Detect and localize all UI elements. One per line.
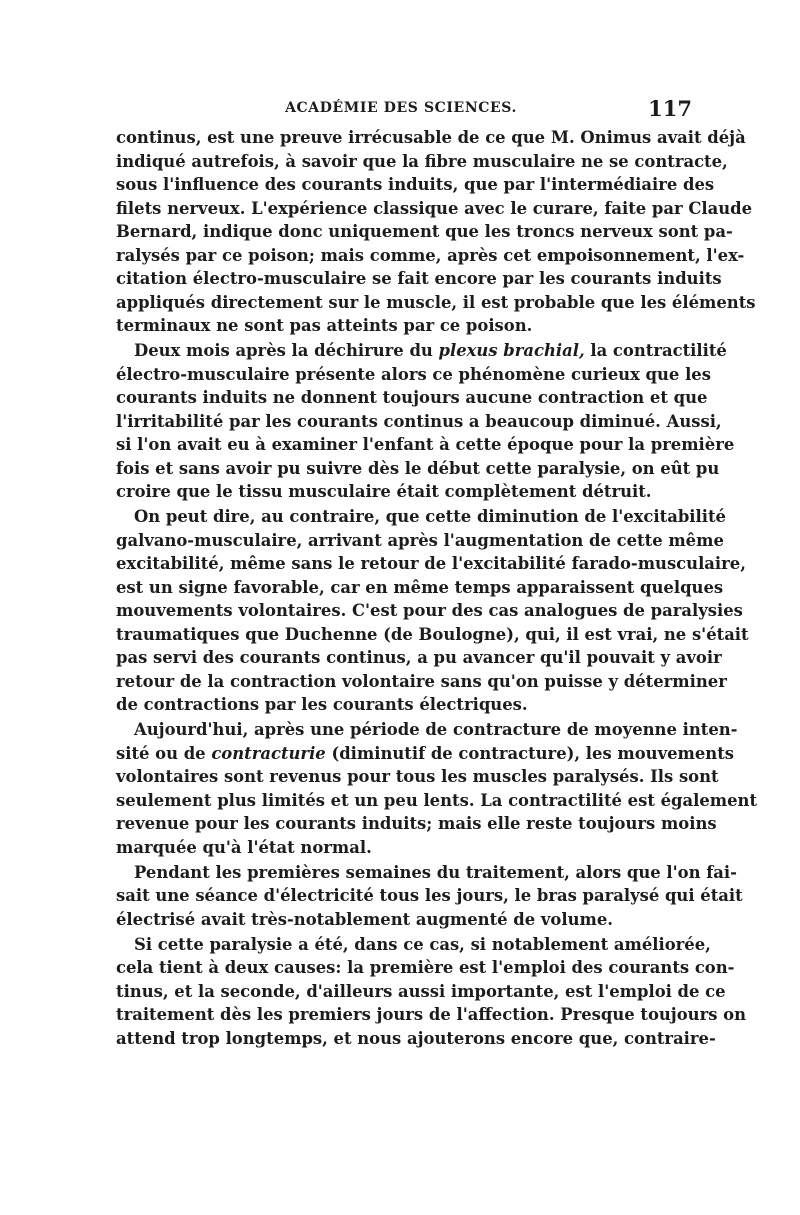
text-line: fois et sans avoir pu suivre dès le début cette paralysie, on eût pu	[116, 458, 720, 478]
running-head	[116, 96, 692, 126]
running-title: ACADÉMIE DES SCIENCES.	[285, 100, 517, 116]
text-line: de contractions par les courants électriques.	[116, 695, 528, 715]
text-line: marquée qu'à l'état normal.	[116, 837, 372, 857]
text-line: volontaires sont revenus pour tous les muscles paralysés. Ils sont	[116, 767, 719, 787]
book-page	[116, 96, 758, 1050]
text-line: attend trop longtemps, et nous ajouterons encore que, contraire-	[116, 1028, 716, 1048]
paragraph-2	[116, 339, 735, 504]
text-line: électrisé avait très-notablement augmenté de volume.	[116, 909, 613, 929]
text-line: appliqués directement sur le muscle, il est probable que les éléments	[116, 292, 756, 312]
text-line: traitement dès les premiers jours de l'affection. Presque toujours on	[116, 1005, 746, 1025]
text-line: indiqué autrefois, à savoir que la fibre musculaire ne se contracte,	[116, 151, 728, 171]
text-run: la contractilité	[584, 341, 727, 361]
text-run: sité ou de	[116, 743, 212, 763]
paragraph-3	[116, 505, 749, 717]
text-line: courants induits ne donnent toujours aucune contraction et que	[116, 388, 708, 408]
text-line: sous l'influence des courants induits, que par l'intermédiaire des	[116, 175, 715, 194]
page-number: 117	[648, 96, 692, 121]
body-text	[116, 126, 758, 1050]
text-line: Bernard, indique donc uniquement que les troncs nerveux sont pa-	[116, 222, 733, 241]
text-line: terminaux ne sont pas atteints par ce poison.	[116, 316, 533, 335]
text-line: Aujourd'hui, après une période de contracture de moyenne inten-	[134, 720, 738, 740]
text-line: citation électro-musculaire se fait encore par les courants induits	[116, 269, 722, 288]
text-line: tinus, et la seconde, d'ailleurs aussi importante, est l'emploi de ce	[116, 981, 726, 1001]
text-line: pas servi des courants continus, a pu avancer qu'il pouvait y avoir	[116, 648, 722, 668]
text-line: si l'on avait eu à examiner l'enfant à cette époque pour la première	[116, 435, 735, 455]
text-line: Si cette paralysie a été, dans ce cas, si notablement améliorée,	[134, 934, 711, 954]
text-line: croire que le tissu musculaire était complètement détruit.	[116, 482, 652, 502]
paragraph-1	[116, 126, 756, 338]
text-line: retour de la contraction volontaire sans qu'on puisse y déterminer	[116, 671, 727, 691]
text-line: l'irritabilité par les courants continus a beaucoup diminué. Aussi,	[116, 411, 722, 431]
text-line: revenue pour les courants induits; mais elle reste toujours moins	[116, 814, 717, 834]
text-line: seulement plus limités et un peu lents. La contractilité est également	[116, 790, 758, 810]
text-line: mouvements volontaires. C'est pour des cas analogues de paralysies	[116, 601, 743, 621]
paragraph-4	[116, 718, 758, 859]
text-line: excitabilité, même sans le retour de l'excitabilité farado-musculaire,	[116, 554, 746, 574]
text-line: cela tient à deux causes: la première est l'emploi des courants con-	[116, 958, 735, 978]
text-line	[116, 742, 735, 766]
paragraph-5	[116, 861, 743, 932]
text-line: ralysés par ce poison; mais comme, après cet empoisonnement, l'ex-	[116, 245, 745, 265]
text-line: Pendant les premières semaines du traitement, alors que l'on fai-	[134, 862, 737, 882]
paragraph-6	[116, 933, 746, 1051]
text-line: On peut dire, au contraire, que cette diminution de l'excitabilité	[134, 507, 726, 527]
text-line: sait une séance d'électricité tous les jours, le bras paralysé qui était	[116, 886, 743, 906]
text-line: filets nerveux. L'expérience classique avec le curare, faite par Claude	[116, 198, 753, 218]
text-line: traumatiques que Duchenne (de Boulogne), qui, il est vrai, ne s'était	[116, 624, 749, 644]
text-line	[116, 339, 727, 363]
text-line: est un signe favorable, car en même temps apparaissent quelques	[116, 577, 724, 597]
text-line: continus, est une preuve irrécusable de ce que M. Onimus avait déjà	[116, 128, 746, 147]
italic-term: contracturie	[211, 743, 326, 763]
text-line: galvano-musculaire, arrivant après l'augmentation de cette même	[116, 530, 724, 550]
italic-term: plexus brachial,	[438, 341, 585, 361]
text-run: (diminutif de contracture), les mouvements	[325, 743, 735, 763]
text-line: électro-musculaire présente alors ce phénomène curieux que les	[116, 364, 711, 384]
text-run: Deux mois après la déchirure du	[134, 341, 439, 361]
